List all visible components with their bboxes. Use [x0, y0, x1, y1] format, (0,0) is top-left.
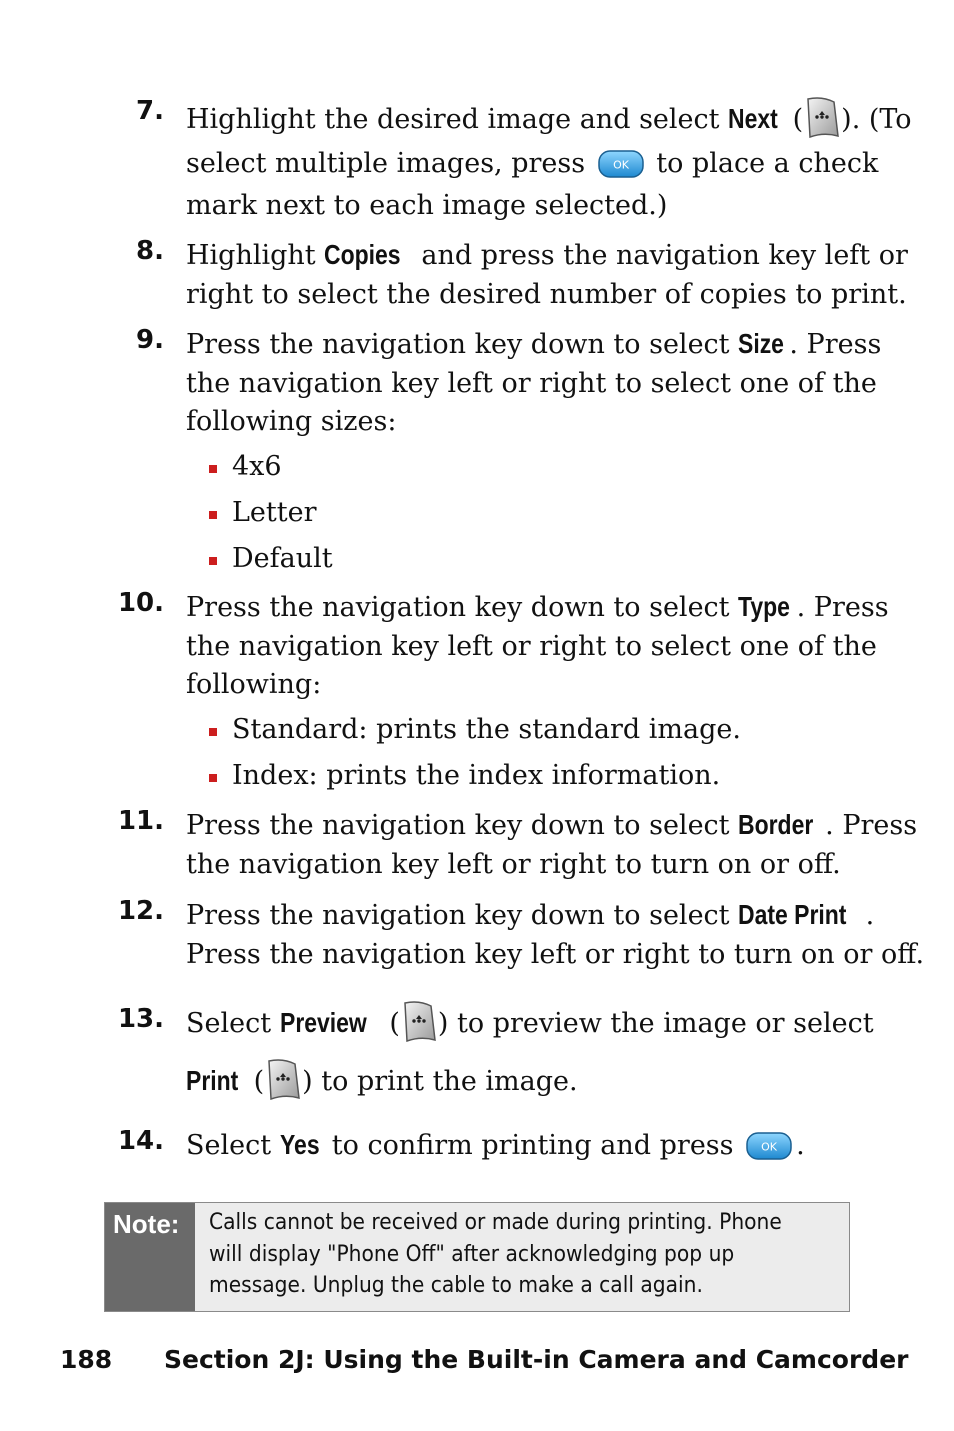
- step-text: Select Preview ( ) to preview the image or select Print ( ) to print the image.: [186, 994, 874, 1110]
- page-number: 188: [60, 1345, 113, 1374]
- step-number: 10.: [117, 588, 164, 618]
- menu-softkey-icon: [804, 96, 840, 140]
- step-number: 12.: [117, 896, 164, 926]
- keyword-border: Border: [738, 809, 814, 840]
- keyword-type: Type: [738, 591, 790, 622]
- bullet-square: [209, 774, 217, 782]
- step-text: Press the navigation key down to select Border . Press the navigation key left or right to turn on or off.: [186, 806, 917, 884]
- step-number: 14.: [117, 1126, 164, 1156]
- type-options-list: [208, 707, 741, 799]
- list-item: Letter: [208, 490, 333, 536]
- step-text: Highlight Copies and press the navigation key left or right to select the desired number of copies to print.: [186, 236, 908, 314]
- step-text: Select Yes to confirm printing and press .: [186, 1126, 805, 1166]
- note-text: Calls cannot be received or made during printing. Phone will display "Phone Off" after acknowledging pop up message. Unplug the cable to make a call again.: [209, 1210, 782, 1298]
- keyword-copies: Copies: [324, 239, 401, 270]
- keyword-preview: Preview: [279, 1007, 367, 1038]
- keyword-print: Print: [186, 1065, 239, 1096]
- step-number: 8.: [136, 236, 164, 266]
- bullet-square: [209, 511, 217, 519]
- list-item: Default: [208, 536, 333, 582]
- step-number: 9.: [136, 325, 164, 355]
- list-item: Standard: prints the standard image.: [208, 707, 741, 753]
- note-box: [104, 1202, 850, 1312]
- keyword-next: Next: [728, 103, 778, 134]
- step-number: 7.: [136, 96, 164, 126]
- step-text: Press the navigation key down to select Type . Press the navigation key left or right to select one of the following:: [186, 588, 889, 705]
- step-text: Highlight the desired image and select Next ( ). (To select multiple images, press to place a check mark next to each image selected.): [186, 96, 912, 226]
- step-number: 11.: [117, 806, 164, 836]
- bullet-square: [209, 728, 217, 736]
- menu-softkey-icon: [265, 1058, 301, 1102]
- size-options-list: [208, 444, 333, 582]
- step-number: 13.: [117, 1004, 164, 1034]
- ok-key-icon: [598, 150, 644, 178]
- menu-softkey-icon: [401, 1000, 437, 1044]
- bullet-square: [209, 465, 217, 473]
- keyword-date-print: Date Print: [738, 899, 847, 930]
- step-text: Press the navigation key down to select Size . Press the navigation key left or right to select one of the following sizes:: [186, 325, 881, 442]
- section-title: Section 2J: Using the Built-in Camera and Camcorder: [164, 1345, 909, 1374]
- keyword-size: Size: [738, 328, 785, 359]
- bullet-square: [209, 557, 217, 565]
- keyword-yes: Yes: [279, 1129, 320, 1160]
- ok-key-icon: [746, 1132, 792, 1160]
- list-item: 4x6: [208, 444, 333, 490]
- step-text: Press the navigation key down to select Date Print . Press the navigation key left or right to turn on or off.: [186, 896, 924, 974]
- list-item: Index: prints the index information.: [208, 753, 741, 799]
- note-label: Note:: [105, 1203, 195, 1311]
